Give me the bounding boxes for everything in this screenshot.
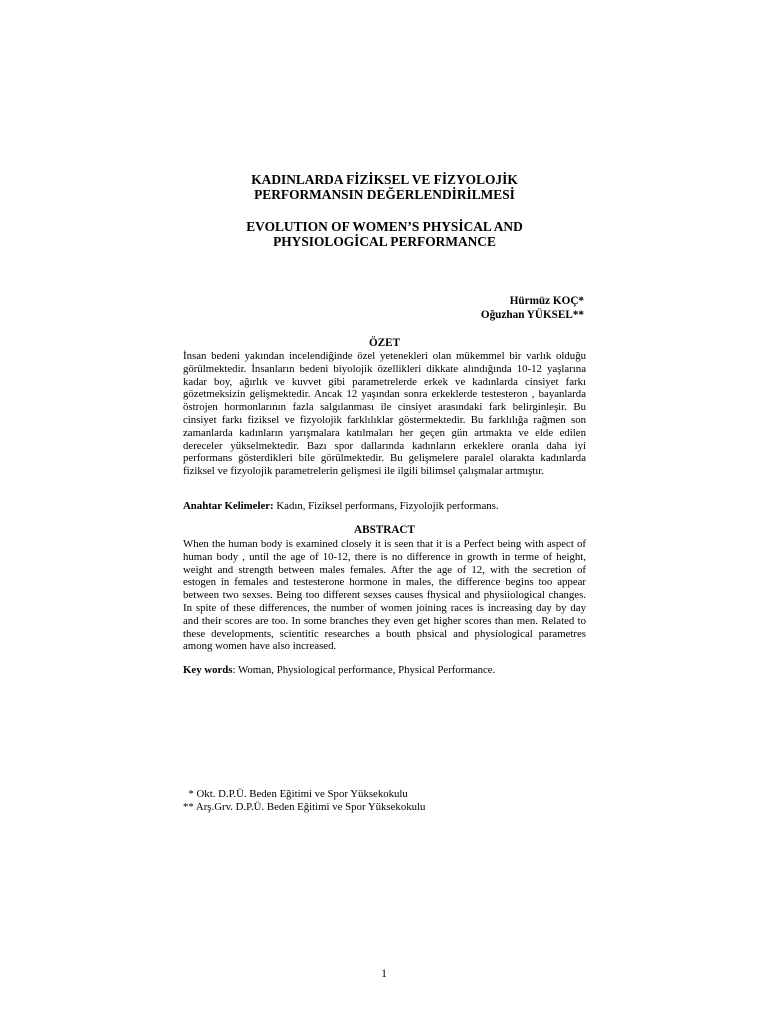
english-keywords-label: Key words xyxy=(183,664,233,676)
abstract-body: When the human body is examined closely it is seen that it is a Perfect being with aspect of human body , until the age of 10-12, there is no difference in growth in terme of height, weight and strength between males females. After the age of 12, with the secretion of estogen in females and testesterone hormone in males, the difference begins too appear between two sexses. Being too different sexses causes fhysical and physiiological changes. In spite of these differences, the number of women joining races is increasing day by day and their scores are too. In some branches they even get higher scores than men. Related to these developments, scientitic researches a bouth phsical and physiological parametres among women have also increased. xyxy=(183,538,586,653)
author-1: Hürmüz KOÇ* xyxy=(509,295,584,307)
turkish-title-line-1: KADINLARDA FİZİKSEL VE FİZYOLOJİK xyxy=(251,172,518,187)
turkish-title-line-2: PERFORMANSIN DEĞERLENDİRİLMESİ xyxy=(254,187,515,202)
author-list xyxy=(481,295,584,322)
turkish-keywords xyxy=(183,500,586,513)
page-number: 1 xyxy=(381,968,387,980)
english-keywords xyxy=(183,664,586,677)
ozet-heading: ÖZET xyxy=(368,337,401,349)
author-2: Oğuzhan YÜKSEL** xyxy=(480,308,584,321)
english-title-line-1: EVOLUTION OF WOMEN’S PHYSİCAL AND xyxy=(246,219,523,234)
english-title-line-2: PHYSIOLOGİCAL PERFORMANCE xyxy=(273,234,496,249)
footnotes xyxy=(183,788,425,814)
ozet-body: İnsan bedeni yakından incelendiğinde özel yetenekleri olan mükemmel bir varlık olduğu görülmektedir. İnsanların bedeni biyolojik özellikleri dikkate alındığında 10-12 yaşlarına kadar boy, ağırlık ve kuvvet gibi parametrelerde erkek ve kadınlarda cinsiyet farkı gözetmeksizin gelişmektedir. Ancak 12 yaşından sonra erkeklerde testesteron , bayanlarda östrojen hormonlarının fazla salgılanması ile cinsiyet arasındaki fark belirginleşir. Bu cinsiyet farkı fiziksel ve fizyolojik farklılıklar göstermektedir. Bu farklılığa rağmen son zamanlarda kadınların yarışmalara katılmaları her geçen gün artmakta ve elde edilen dereceler yükselmektedir. Bazı spor dallarında kadınların erkeklere oranla daha iyi performans gösterdikleri bile görülmektedir. Bu gelişmelere paralel olarakta kadınlarda fiziksel ve fizyolojik parametrelerin gelişmesi ile ilgili bilimsel çalışmalar artmıştır. xyxy=(183,350,586,478)
footnote-2: ** Arş.Grv. D.P.Ü. Beden Eğitimi ve Spor Yüksekokulu xyxy=(183,800,426,813)
footnote-1: * Okt. D.P.Ü. Beden Eğitimi ve Spor Yüksekokulu xyxy=(183,788,408,800)
turkish-keywords-text: Kadın, Fiziksel performans, Fizyolojik performans. xyxy=(273,500,499,512)
english-title xyxy=(183,219,586,249)
abstract-heading: ABSTRACT xyxy=(354,524,415,536)
english-keywords-text: : Woman, Physiological performance, Physical Performance. xyxy=(232,664,496,676)
turkish-keywords-label: Anahtar Kelimeler: xyxy=(183,500,274,512)
turkish-title xyxy=(183,172,586,202)
